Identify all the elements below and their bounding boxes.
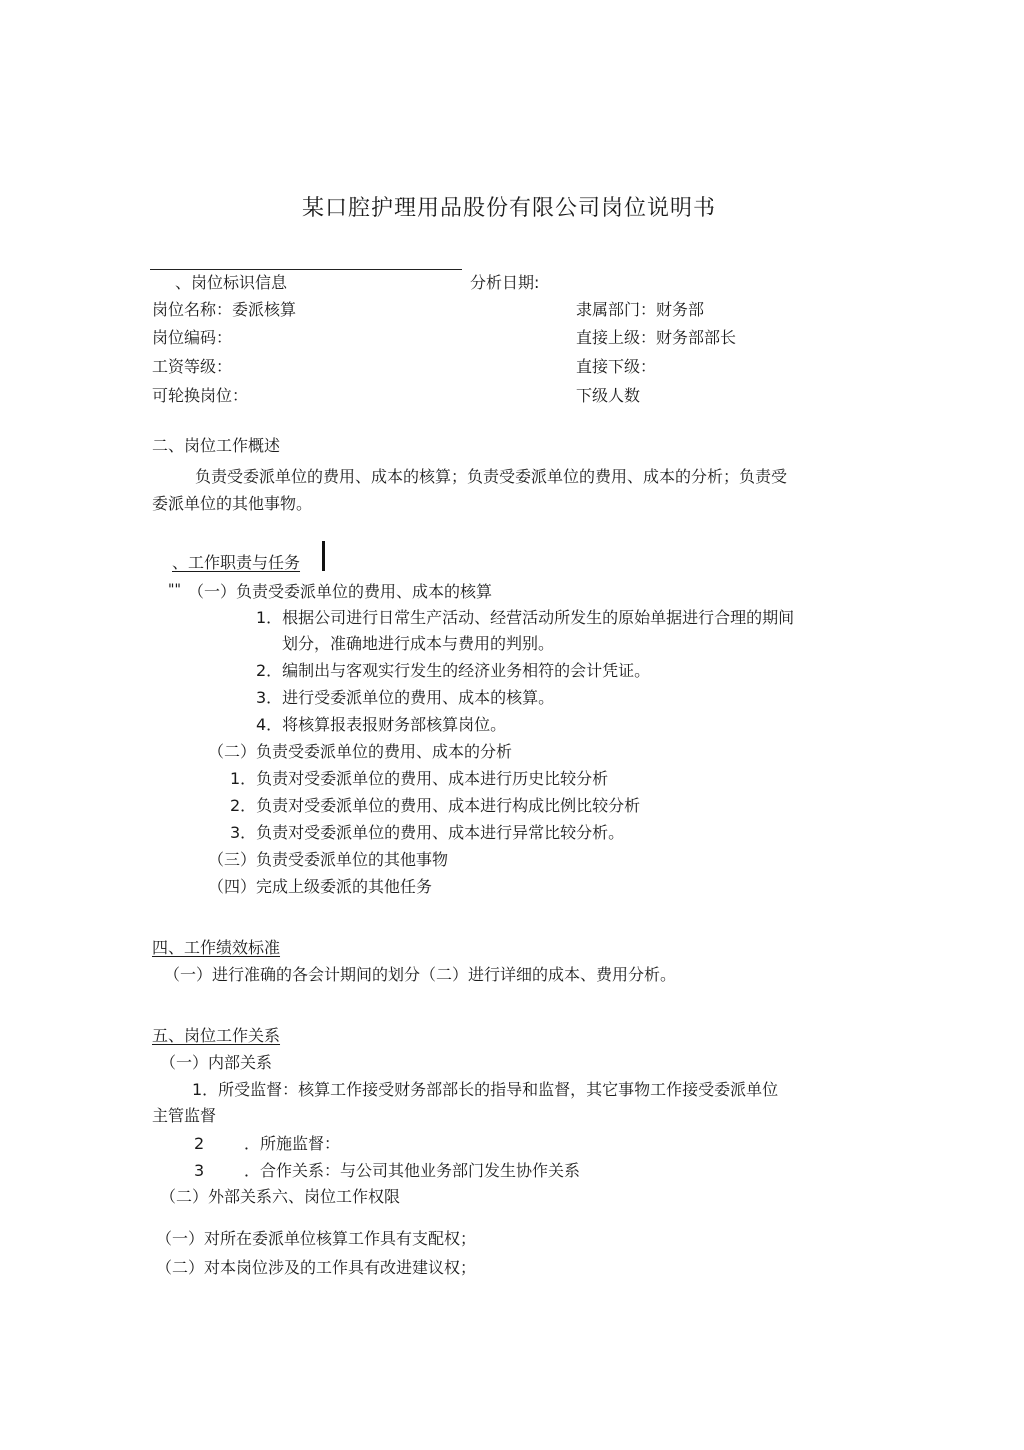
section2-heading: 二、岗位工作概述 [152, 436, 281, 455]
section4-heading: 四、工作绩效标准 [152, 938, 281, 957]
internal-relations: （一）内部关系 [160, 1053, 273, 1072]
quote-marks: "" [168, 582, 181, 598]
authority-line: （一）对所在委派单位核算工作具有支配权； [156, 1229, 477, 1248]
analysis-date-label: 分析日期: [470, 273, 540, 292]
section5-heading: 五、岗位工作关系 [152, 1026, 281, 1045]
rotatable-position: 可轮换岗位： [152, 386, 249, 405]
relation-line: ．合作关系：与公司其他业务部门发生协作关系 [244, 1161, 581, 1180]
performance-line: （一）进行准确的各会计期间的划分（二）进行详细的成本、费用分析。 [164, 965, 677, 984]
duty-item: 1．根据公司进行日常生产活动、经营活动所发生的原始单据进行合理的期间 [256, 608, 795, 627]
duty-item: （二）负责受委派单位的费用、成本的分析 [208, 742, 513, 761]
position-code: 岗位编码： [152, 328, 233, 347]
overview-line: 负责受委派单位的费用、成本的核算；负责受委派单位的费用、成本的分析；负责受 [195, 467, 788, 486]
relation-number: 3 [194, 1161, 205, 1180]
position-name: 岗位名称：委派核算 [152, 300, 297, 319]
external-relations: （二）外部关系六、岗位工作权限 [160, 1187, 401, 1206]
relation-line: ．所施监督： [244, 1134, 341, 1153]
duty-item: （一）负责受委派单位的费用、成本的核算 [188, 582, 493, 601]
authority-line: （二）对本岗位涉及的工作具有改进建议权； [156, 1258, 477, 1277]
duty-item: 3．负责对受委派单位的费用、成本进行异常比较分析。 [230, 823, 625, 842]
department: 隶属部门：财务部 [576, 300, 705, 319]
text-cursor-mark [322, 541, 325, 571]
salary-grade: 工资等级： [152, 357, 233, 376]
subordinate-count: 下级人数 [576, 386, 641, 405]
relation-number: 2 [194, 1134, 205, 1153]
section1-heading: 、岗位标识信息 [175, 273, 288, 292]
section3-heading: 、工作职责与任务 [172, 553, 301, 572]
overview-line: 委派单位的其他事物。 [152, 494, 313, 513]
relation-line: 1．所受监督：核算工作接受财务部部长的指导和监督，其它事物工作接受委派单位 [192, 1080, 779, 1099]
duty-item: 2．负责对受委派单位的费用、成本进行构成比例比较分析 [230, 796, 641, 815]
duty-item: 4．将核算报表报财务部核算岗位。 [256, 715, 507, 734]
relation-line: 主管监督 [152, 1106, 217, 1125]
duty-item: 1．负责对受委派单位的费用、成本进行历史比较分析 [230, 769, 609, 788]
duty-item: 2．编制出与客观实行发生的经济业务相符的会计凭证。 [256, 661, 651, 680]
duty-item: （三）负责受委派单位的其他事物 [208, 850, 449, 869]
duty-item: （四）完成上级委派的其他任务 [208, 877, 433, 896]
page-title: 某口腔护理用品股份有限公司岗位说明书 [302, 196, 717, 221]
header-rule [150, 269, 462, 270]
direct-superior: 直接上级：财务部部长 [576, 328, 737, 347]
duty-item: 3．进行受委派单位的费用、成本的核算。 [256, 688, 555, 707]
duty-item: 划分，准确地进行成本与费用的判别。 [282, 634, 555, 653]
direct-subordinate: 直接下级： [576, 357, 657, 376]
